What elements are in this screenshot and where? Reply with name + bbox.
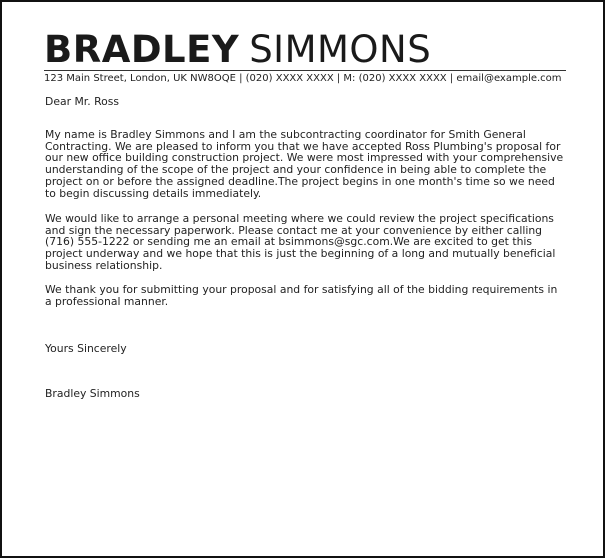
body-paragraph-1: My name is Bradley Simmons and I am the subcontracting coordinator for Smith General Contracting. We are pleased to inform you that we have accepted Ross Plumbing's proposal for our new office building construction project. We were most impressed with your comprehensive understanding of the scope of the project and your confidence in being able to complete the project on or before the assigned deadline.The project begins in one month's time so we need to begin discussing details immediately. (45, 128, 564, 200)
header-divider (44, 70, 566, 71)
sender-first-name: BRADLEY (44, 28, 240, 71)
body-paragraph-3: We thank you for submitting your proposal and for satisfying all of the bidding requirements in a professional manner. (45, 283, 558, 308)
sender-last-name: SIMMONS (249, 28, 432, 71)
salutation: Dear Mr. Ross (45, 95, 119, 108)
contact-line: 123 Main Street, London, UK NW8OQE | (020) XXXX XXXX | M: (020) XXXX XXXX | email@example.com (44, 73, 562, 84)
body-paragraph-2: We would like to arrange a personal meeting where we could review the project specifications and sign the necessary paperwork. Please contact me at your convenience by either calling (716) 555-1222 or sending me an email at bsimmons@sgc.com.We are excited to get this project underway and we hope that this is just the beginning of a long and mutually beneficial business relationship. (45, 212, 556, 272)
sender-name (44, 28, 431, 72)
closing: Yours Sincerely (45, 342, 127, 355)
signature: Bradley Simmons (45, 387, 140, 400)
